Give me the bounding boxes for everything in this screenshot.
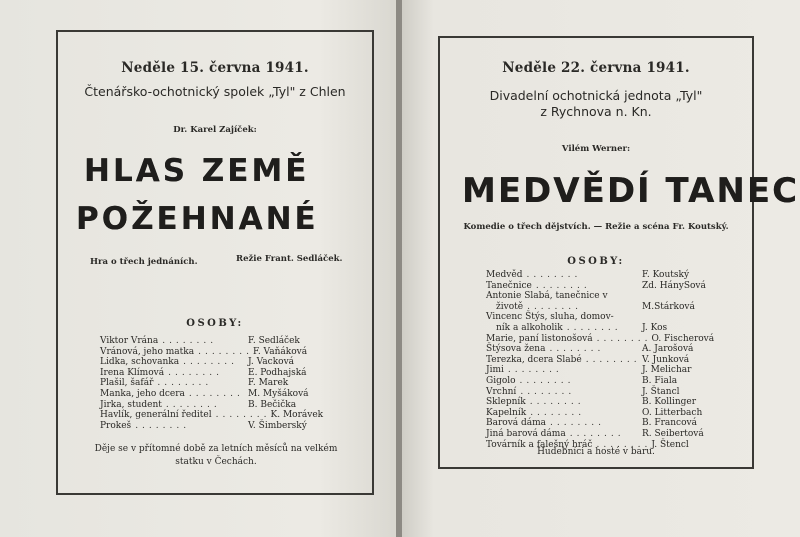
left-title-line1: HLAS ZEMĚ [84, 153, 310, 189]
cast-row: Medvěd ........ F. Koutský [486, 270, 690, 280]
cast-row: Štýsova žena ........ A. Jarošová [486, 344, 694, 355]
left-author: Dr. Karel Zajíček: [173, 125, 257, 135]
left-osoby-heading: OSOBY: [186, 318, 244, 329]
cast-row: Jimi ........ J. Melichar [486, 365, 692, 376]
right-title: MEDVĚDÍ TANEC [462, 171, 800, 211]
cast-row: Kapelník ........ O. Litterbach [486, 407, 703, 418]
cast-row: životě ........ M.Stárková [496, 301, 695, 312]
cast-row: Havlík, generální ředitel ........ K. Morávek [100, 410, 324, 421]
left-cast-list [100, 336, 340, 431]
cast-row: Lidka, schovanka ........ J. Vacková [100, 357, 295, 368]
right-osoby-heading: OSOBY: [567, 256, 625, 267]
left-director: Režie Frant. Sedláček. [236, 254, 343, 264]
cast-row: Tanečnice ........ Zd. HánySová [486, 280, 706, 291]
cast-row: Sklepník ........ B. Kollinger [486, 397, 697, 408]
left-setting-note: Děje se v přítomné době za letních měsíců na velkém statku v Čechách. [94, 444, 338, 467]
cast-row: Gigolo ........ B. Fiala [486, 375, 678, 386]
cast-row: Vrchní ........ J. Štancl [486, 386, 680, 397]
cast-row: Terezka, dcera Slabé ........ V. Junková [486, 354, 690, 365]
cast-row: Manka, jeho dcera ........ M. Myšáková [100, 388, 309, 399]
left-title-line2: POŽEHNANÉ [76, 201, 319, 237]
right-company: Divadelní ochotnická jednota „Tyl" z Rychnova n. Kn. [489, 88, 703, 119]
cast-row: Antonie Slabá, tanečnice v [486, 291, 608, 302]
cast-row: Vránová, jeho matka ........ F. Vaňáková [100, 346, 308, 357]
right-footer-note: Hudebníci a hosté v baru. [537, 447, 655, 457]
left-genre: Hra o třech jednáních. [90, 257, 198, 267]
right-cast-list [486, 270, 726, 450]
right-page [402, 0, 800, 537]
cast-row: Viktor Vrána ........ F. Sedláček [100, 336, 300, 346]
right-date: Neděle 22. června 1941. [502, 60, 690, 76]
cast-row: Jirka, student ........ B. Bečička [100, 399, 297, 410]
cast-row: ník a alkoholik ........ J. Kos [496, 322, 668, 333]
right-author: Vilém Werner: [561, 144, 631, 154]
left-company: Čtenářsko-ochotnický spolek „Tyl" z Chlen [84, 84, 346, 99]
cast-row: Barová dáma ........ B. Francová [486, 418, 697, 429]
cast-row: Marie, paní listonošová ........ O. Fischerová [486, 333, 715, 344]
right-subtitle: Komedie o třech dějstvích. — Režie a scéna Fr. Koutský. [463, 222, 729, 232]
left-date: Neděle 15. června 1941. [121, 60, 309, 76]
cast-row: Továrník a falešný hráč ........ J. Štencl [486, 439, 689, 450]
cast-row: Prokeš ........ V. Šimberský [100, 420, 307, 431]
cast-row: Jiná barová dáma ........ R. Seibertová [486, 428, 704, 439]
cast-row: Irena Klímová ........ E. Podhajská [100, 367, 307, 378]
left-page [0, 0, 398, 537]
cast-row: Plašil, šafář ........ F. Marek [100, 378, 289, 389]
cast-row: Vincenc Štýs, sluha, domov- [486, 312, 614, 323]
